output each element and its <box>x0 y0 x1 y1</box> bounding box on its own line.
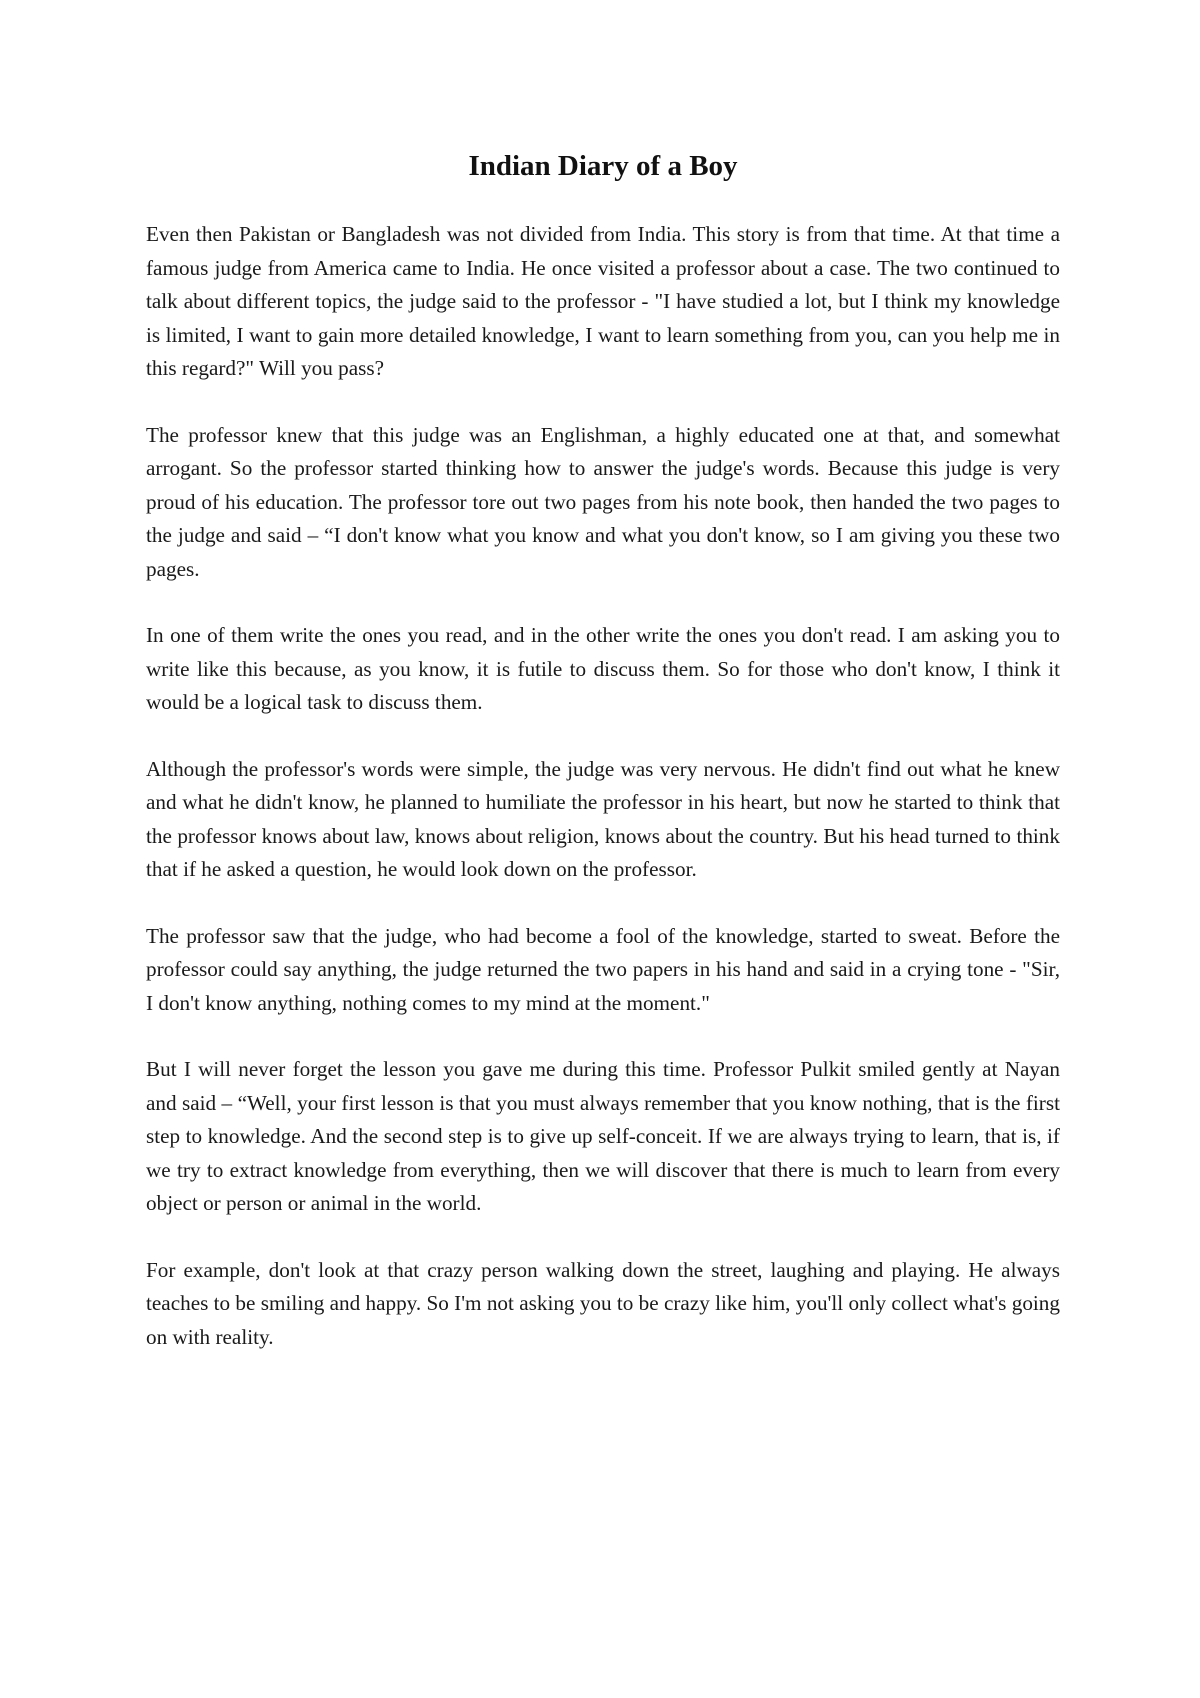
paragraph-1: Even then Pakistan or Bangladesh was not divided from India. This story is from that time. At that time a famous judge from America came to India. He once visited a professor about a case. The two continued to talk about different topics, the judge said to the professor - "I have studied a lot, but I think my knowledge is limited, I want to gain more detailed knowledge, I want to learn something from you, can you help me in this regard?" Will you pass? <box>146 222 1060 380</box>
paragraph-2: The professor knew that this judge was an Englishman, a highly educated one at that, and somewhat arrogant. So the professor started thinking how to answer the judge's words. Because this judge is very proud of his education. The professor tore out two pages from his note book, then handed the two pages to the judge and said – “I don't know what you know and what you don't know, so I am giving you these two pages. <box>146 422 1060 581</box>
document-body <box>146 218 1060 1354</box>
document-title: Indian Diary of a Boy <box>468 150 738 182</box>
paragraph-6: But I will never forget the lesson you gave me during this time. Professor Pulkit smiled gently at Nayan and said – “Well, your first lesson is that you must always remember that you know nothing, that is the first step to knowledge. And the second step is to give up self-conceit. If we are always trying to learn, that is, if we try to extract knowledge from everything, then we will discover that there is much to learn from every object or person or animal in the world. <box>146 1057 1060 1215</box>
paragraph-3: In one of them write the ones you read, and in the other write the ones you don't read. I am asking you to write like this because, as you know, it is futile to discuss them. So for those who don't know, I think it would be a logical task to discuss them. <box>146 623 1060 714</box>
paragraph-5: The professor saw that the judge, who had become a fool of the knowledge, started to sweat. Before the professor could say anything, the judge returned the two papers in his hand and said in a crying tone - "Sir, I don't know anything, nothing comes to my mind at the moment." <box>146 923 1060 1015</box>
document-page <box>146 0 1060 1354</box>
paragraph-7: For example, don't look at that crazy person walking down the street, laughing and playing. He always teaches to be smiling and happy. So I'm not asking you to be crazy like him, you'll only collect what's going on with reality. <box>146 1257 1060 1349</box>
paragraph-4: Although the professor's words were simple, the judge was very nervous. He didn't find out what he knew and what he didn't know, he planned to humiliate the professor in his heart, but now he started to think that the professor knows about law, knows about religion, knows about the country. But his head turned to think that if he asked a question, he would look down on the professor. <box>146 756 1060 881</box>
